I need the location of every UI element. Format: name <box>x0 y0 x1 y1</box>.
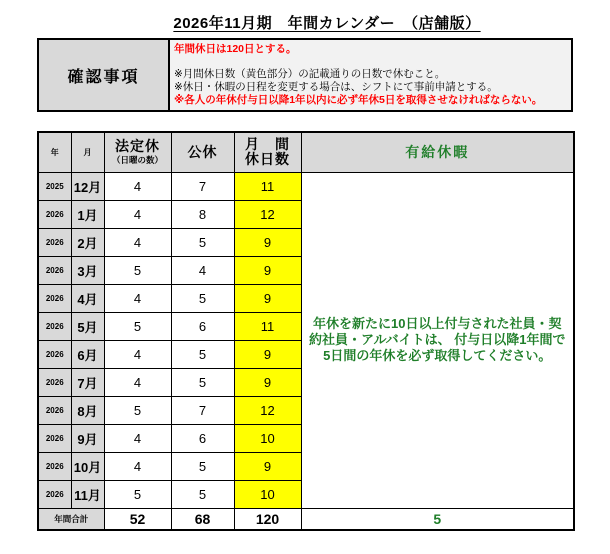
cell-public: 5 <box>171 368 234 396</box>
cell-public: 5 <box>171 452 234 480</box>
cell-statutory: 4 <box>104 368 171 396</box>
cell-year: 2025 <box>38 172 71 200</box>
cell-monthly-holidays: 10 <box>234 424 301 452</box>
total-paid-leave: 5 <box>301 508 574 530</box>
cell-monthly-holidays: 11 <box>234 172 301 200</box>
col-header-public: 公休 <box>171 132 234 172</box>
col-header-year: 年 <box>38 132 71 172</box>
monthly-header-line1: 月 間 <box>245 135 290 152</box>
cell-month: 8月 <box>71 396 104 424</box>
cell-statutory: 5 <box>104 480 171 508</box>
cell-statutory: 4 <box>104 424 171 452</box>
cell-statutory: 5 <box>104 312 171 340</box>
cell-monthly-holidays: 9 <box>234 284 301 312</box>
cell-public: 8 <box>171 200 234 228</box>
paid-leave-note-line1: 年休を新たに10日以上付与された社員・契約社員・アルバイトは、 <box>309 315 562 347</box>
cell-monthly-holidays: 10 <box>234 480 301 508</box>
cell-month: 12月 <box>71 172 104 200</box>
cell-monthly-holidays: 11 <box>234 312 301 340</box>
annual-calendar-table <box>37 131 575 531</box>
cell-month: 3月 <box>71 256 104 284</box>
cell-monthly-holidays: 9 <box>234 452 301 480</box>
cell-year: 2026 <box>38 284 71 312</box>
cell-public: 7 <box>171 396 234 424</box>
note-spacer <box>174 56 567 68</box>
col-header-paid-leave: 有給休暇 <box>301 132 574 172</box>
confirmation-label: 確認事項 <box>39 40 170 110</box>
cell-monthly-holidays: 12 <box>234 200 301 228</box>
cell-statutory: 4 <box>104 284 171 312</box>
cell-month: 10月 <box>71 452 104 480</box>
col-header-monthly-holidays <box>234 132 301 172</box>
cell-public: 4 <box>171 256 234 284</box>
cell-year: 2026 <box>38 228 71 256</box>
cell-statutory: 4 <box>104 452 171 480</box>
statutory-header-main: 法定休 <box>115 137 160 154</box>
cell-public: 5 <box>171 228 234 256</box>
cell-public: 6 <box>171 424 234 452</box>
cell-year: 2026 <box>38 368 71 396</box>
cell-statutory: 4 <box>104 340 171 368</box>
header-row <box>38 132 574 172</box>
cell-monthly-holidays: 9 <box>234 228 301 256</box>
cell-statutory: 5 <box>104 396 171 424</box>
cell-month: 1月 <box>71 200 104 228</box>
cell-statutory: 4 <box>104 200 171 228</box>
col-header-statutory <box>104 132 171 172</box>
page-title <box>0 12 610 33</box>
note-paid-leave-obligation: ※各人の年休付与日以降1年以内に必ず年休5日を取得させなければならない。 <box>174 94 543 106</box>
cell-statutory: 5 <box>104 256 171 284</box>
cell-monthly-holidays: 9 <box>234 368 301 396</box>
statutory-header-sub: （日曜の数） <box>111 154 163 165</box>
cell-year: 2026 <box>38 256 71 284</box>
monthly-header-line2: 休日数 <box>245 151 290 168</box>
cell-public: 5 <box>171 284 234 312</box>
confirmation-notes <box>170 40 571 110</box>
total-label: 年間合計 <box>38 508 104 530</box>
cell-year: 2026 <box>38 452 71 480</box>
cell-month: 5月 <box>71 312 104 340</box>
cell-month: 6月 <box>71 340 104 368</box>
cell-monthly-holidays: 12 <box>234 396 301 424</box>
cell-year: 2026 <box>38 200 71 228</box>
cell-month: 11月 <box>71 480 104 508</box>
cell-public: 6 <box>171 312 234 340</box>
table-row-dec <box>38 172 574 200</box>
cell-year: 2026 <box>38 340 71 368</box>
col-header-month: 月 <box>71 132 104 172</box>
note-schedule-change: ※休日・休暇の日程を変更する場合は、シフトにて事前申請とする。 <box>174 81 498 93</box>
paid-leave-note <box>308 316 566 365</box>
paid-leave-note-cell <box>301 172 574 508</box>
note-annual-holiday-total: 年間休日は120日とする。 <box>174 43 297 55</box>
cell-public: 7 <box>171 172 234 200</box>
total-monthly-holidays: 120 <box>234 508 301 530</box>
cell-statutory: 4 <box>104 172 171 200</box>
cell-year: 2026 <box>38 312 71 340</box>
cell-month: 2月 <box>71 228 104 256</box>
total-public: 68 <box>171 508 234 530</box>
note-monthly-holidays: ※月間休日数（黄色部分）の記載通りの日数で休むこと。 <box>174 68 446 80</box>
confirmation-box <box>37 38 573 112</box>
cell-month: 9月 <box>71 424 104 452</box>
page-title-text: 2026年11月期 年間カレンダー （店舗版） <box>173 15 481 32</box>
paid-leave-note-line2: 付与日以降1年間で5日間の年休を必ず取得してください。 <box>323 331 566 364</box>
cell-year: 2026 <box>38 424 71 452</box>
cell-month: 4月 <box>71 284 104 312</box>
cell-year: 2026 <box>38 480 71 508</box>
cell-statutory: 4 <box>104 228 171 256</box>
cell-monthly-holidays: 9 <box>234 256 301 284</box>
cell-month: 7月 <box>71 368 104 396</box>
total-row <box>38 508 574 530</box>
cell-monthly-holidays: 9 <box>234 340 301 368</box>
cell-year: 2026 <box>38 396 71 424</box>
cell-public: 5 <box>171 480 234 508</box>
total-statutory: 52 <box>104 508 171 530</box>
cell-public: 5 <box>171 340 234 368</box>
